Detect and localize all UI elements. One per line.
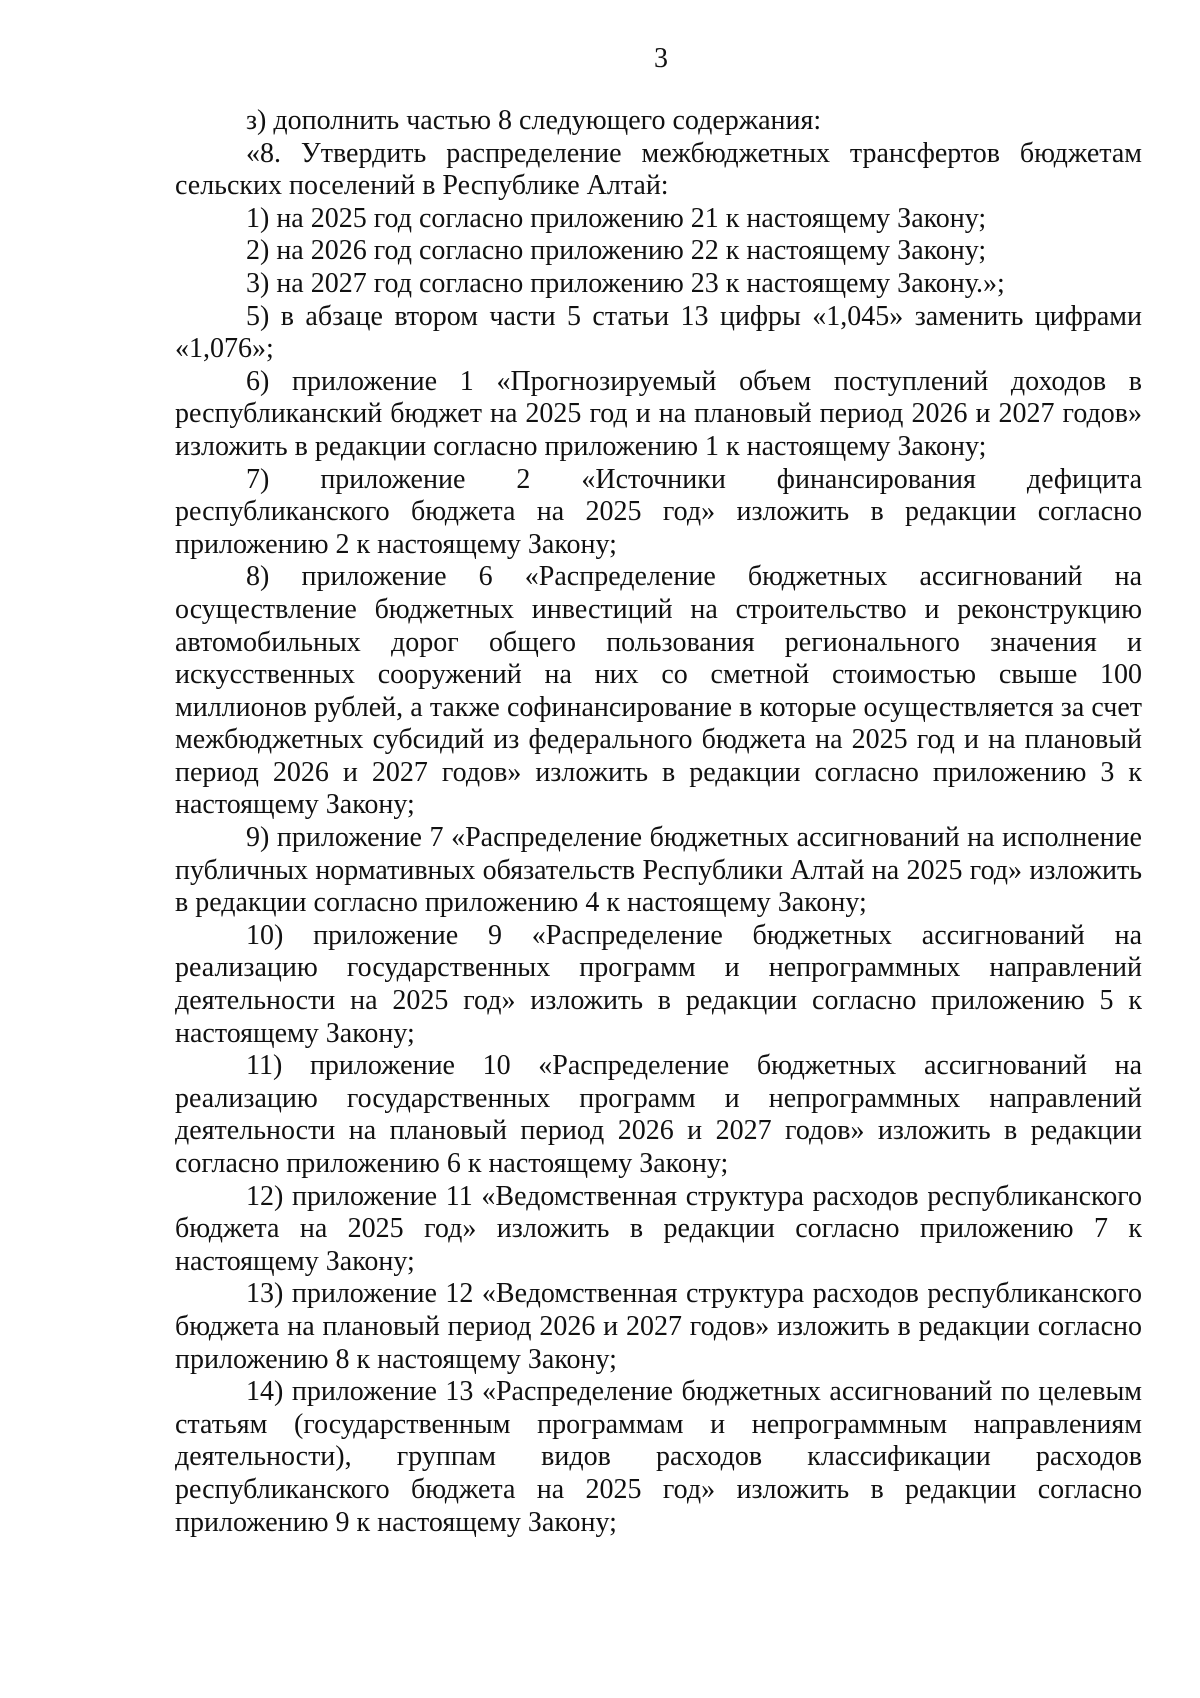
paragraph-subitem-2: 2) на 2026 год согласно приложению 22 к настоящему Закону; (246, 235, 987, 267)
paragraph-item-5: 5) в абзаце втором части 5 статьи 13 цифры «1,045» заменить цифрами «1,076»; (175, 300, 1142, 365)
document-body (175, 105, 1142, 1539)
paragraph-item-12: 12) приложение 11 «Ведомственная структура расходов республиканского бюджета на 2025 год» изложить в редакции согласно приложению 7 к настоящему Закону; (175, 1180, 1142, 1277)
paragraph-item-9: 9) приложение 7 «Распределение бюджетных ассигнований на исполнение публичных нормативных обязательств Республики Алтай на 2025 год» изложить в редакции согласно приложению 4 к настоящему Закону; (175, 822, 1142, 919)
page-number: 3 (654, 43, 668, 74)
paragraph-subitem-3: 3) на 2027 год согласно приложению 23 к настоящему Закону.»; (246, 267, 1005, 299)
paragraph-item-11: 11) приложение 10 «Распределение бюджетных ассигнований на реализацию государственных программ и непрограммных направлений деятельности на плановый период 2026 и 2027 годов» изложить в редакции согласно приложению 6 к настоящему Закону; (175, 1050, 1142, 1179)
paragraph-part-8: «8. Утвердить распределение межбюджетных трансфертов бюджетам сельских поселений в Республике Алтай: (175, 137, 1142, 202)
paragraph-item-13: 13) приложение 12 «Ведомственная структура расходов республиканского бюджета на плановый период 2026 и 2027 годов» изложить в редакции согласно приложению 8 к настоящему Закону; (175, 1278, 1142, 1375)
paragraph-item-7: 7) приложение 2 «Источники финансирования дефицита республиканского бюджета на 2025 год» изложить в редакции согласно приложению 2 к настоящему Закону; (175, 463, 1142, 560)
paragraph-item-z: з) дополнить частью 8 следующего содержания: (246, 105, 822, 136)
paragraph-item-6: 6) приложение 1 «Прогнозируемый объем поступлений доходов в республиканский бюджет на 2025 год и на плановый период 2026 и 2027 годов» изложить в редакции согласно приложению 1 к настоящему Закону; (175, 365, 1142, 462)
paragraph-item-14: 14) приложение 13 «Распределение бюджетных ассигнований по целевым статьям (государственным программам и непрограммным направлениям деятельности), группам видов расходов классификации расходов республиканского бюджета на 2025 год» изложить в редакции согласно приложению 9 к настоящему Закону; (175, 1376, 1142, 1538)
paragraph-item-8: 8) приложение 6 «Распределение бюджетных ассигнований на осуществление бюджетных инвестиций на строительство и реконструкцию автомобильных дорог общего пользования регионального значения и искусственных сооружений на них со сметной стоимостью свыше 100 миллионов рублей, а также софинансирование в которые осуществляется за счет межбюджетных субсидий из федерального бюджета на 2025 год и на плановый период 2026 и 2027 годов» изложить в редакции согласно приложению 3 к настоящему Закону; (175, 561, 1142, 821)
paragraph-item-10: 10) приложение 9 «Распределение бюджетных ассигнований на реализацию государственных программ и непрограммных направлений деятельности на 2025 год» изложить в редакции согласно приложению 5 к настоящему Закону; (175, 919, 1142, 1049)
paragraph-subitem-1: 1) на 2025 год согласно приложению 21 к настоящему Закону; (246, 202, 987, 234)
